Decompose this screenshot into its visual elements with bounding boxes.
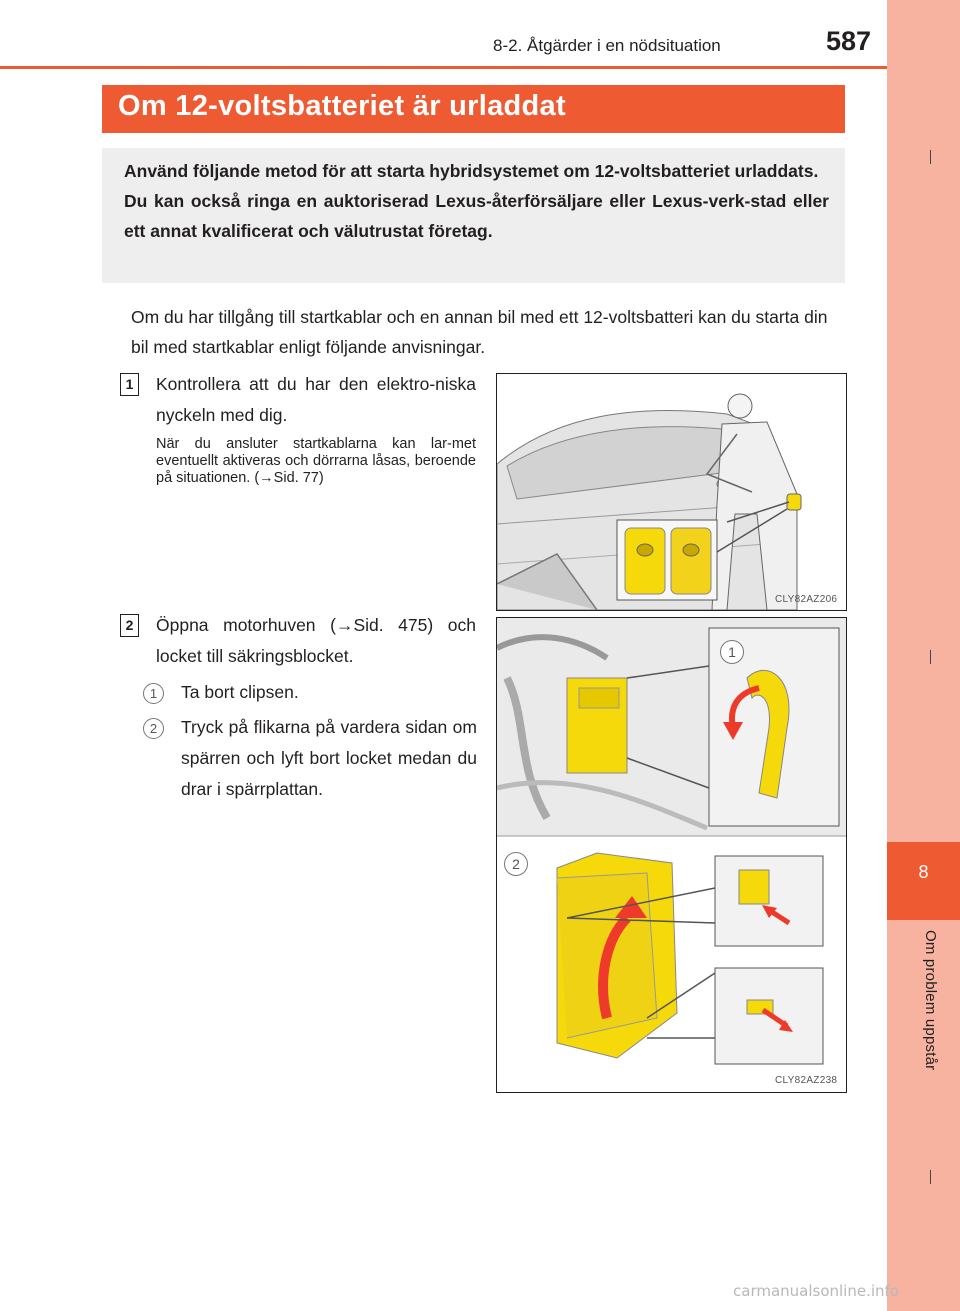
substep-number-1: 1 <box>143 683 164 704</box>
crop-mark <box>930 650 931 664</box>
substep-1-text: Ta bort clipsen. <box>181 682 299 702</box>
figure-code: CLY82AZ238 <box>775 1075 838 1086</box>
intro-line-2: Du kan också ringa en auktoriserad Lexus-återförsäljare eller Lexus-verk-stad eller ett annat kvalificerat och välutrustat företag. <box>124 191 829 241</box>
step-2-text: Öppna motorhuven (→Sid. 475) och locket till säkringsblocket. <box>156 615 476 666</box>
chapter-number: 8 <box>918 862 929 882</box>
intro-box <box>102 148 845 283</box>
watermark: carmanualsonline.info <box>733 1282 899 1300</box>
substep-2-text: Tryck på flikarna på vardera sidan om spärren och lyft bort locket medan du drar i spärrplattan. <box>181 717 477 799</box>
section-title: Om 12-voltsbatteriet är urladdat <box>102 85 845 133</box>
crop-mark <box>930 150 931 164</box>
substep-number-2: 2 <box>143 718 164 739</box>
fuse-box-illustration <box>497 618 846 1092</box>
callout-1: 1 <box>720 640 744 664</box>
step-1-text: Kontrollera att du har den elektro-niska nyckeln med dig. <box>156 374 476 425</box>
page-number: 587 <box>826 26 872 56</box>
body-paragraph <box>131 302 846 362</box>
crop-mark <box>930 1170 931 1184</box>
figure-code: CLY82AZ206 <box>775 594 838 605</box>
figure-electronic-key <box>496 373 847 611</box>
step-badge-1: 1 <box>120 373 139 396</box>
car-and-key-illustration <box>497 374 846 610</box>
chapter-title: Om problem uppstår <box>922 930 939 1071</box>
intro-line-1: Använd följande metod för att starta hybridsystemet om 12-voltsbatteriet urladdats. <box>124 161 819 181</box>
body-paragraph-text: Om du har tillgång till startkablar och en annan bil med ett 12-voltsbatteri kan du starta din bil med startkablar enligt följande anvisningar. <box>131 307 828 357</box>
running-head: 8-2. Åtgärder i en nödsituation <box>493 36 721 55</box>
callout-2: 2 <box>504 852 528 876</box>
header-rule <box>0 66 887 69</box>
figure-fuse-box <box>496 617 847 1093</box>
step-1-note: När du ansluter startkablarna kan lar-met eventuellt aktiveras och dörrarna låsas, beroende på situationen. (→Sid. 77) <box>156 436 476 486</box>
step-badge-2: 2 <box>120 614 139 637</box>
